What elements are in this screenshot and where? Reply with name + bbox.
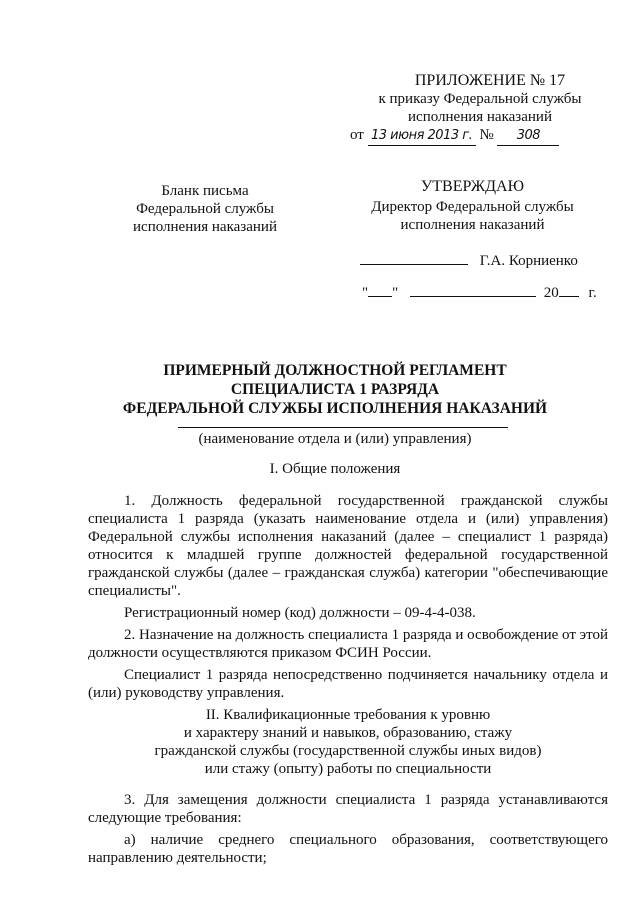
- order-date-handwritten: 13 июня 2013 г.: [368, 127, 476, 146]
- section-2-heading-line-1: II. Квалификационные требования к уровню: [205, 707, 491, 723]
- department-blank-line: [178, 427, 508, 428]
- quote-close: ": [392, 285, 399, 301]
- section-2-body: [88, 791, 608, 867]
- signatory-name: Г.А. Корниенко: [479, 253, 578, 269]
- approval-date-row: [362, 282, 597, 302]
- letterhead-line-1: Бланк письма: [161, 183, 249, 199]
- approval-line-1: Директор Федеральной службы: [371, 199, 574, 215]
- section-2-heading-line-2: и характеру знаний и навыков, образованию, стажу: [183, 725, 513, 741]
- signature-row: [360, 250, 578, 270]
- section-1-body: [88, 492, 608, 702]
- paragraph-registration: Регистрационный номер (код) должности – 09-4-4-038.: [124, 605, 476, 621]
- letterhead-line-2: Федеральной службы: [136, 201, 274, 217]
- order-number-label: №: [479, 127, 494, 143]
- appendix-block: [330, 72, 630, 126]
- year-blank: [559, 282, 579, 297]
- section-2-heading-line-4: или стажу (опыту) работы по специальности: [204, 761, 492, 777]
- letterhead-block: [110, 182, 300, 236]
- year-prefix: 20: [543, 285, 559, 301]
- order-from-label: от: [350, 127, 364, 143]
- day-blank: [368, 282, 392, 297]
- appendix-line-1: к приказу Федеральной службы: [378, 91, 582, 107]
- document-title: [60, 361, 610, 418]
- quote-open: ": [362, 285, 369, 301]
- month-blank: [410, 282, 536, 297]
- paragraph-3: 3. Для замещения должности специалиста 1 разряда устанавливаются следующие требования:: [88, 792, 608, 826]
- department-caption: (наименование отдела и (или) управления): [198, 431, 472, 447]
- order-reference: [350, 126, 559, 146]
- section-1-heading: I. Общие положения: [269, 461, 401, 477]
- paragraph-2: 2. Назначение на должность специалиста 1 разряда и освобождение от этой должности осуществляются приказом ФСИН России.: [88, 627, 608, 661]
- approval-heading: УТВЕРЖДАЮ: [420, 178, 525, 195]
- title-line-1: ПРИМЕРНЫЙ ДОЛЖНОСТНОЙ РЕГЛАМЕНТ: [163, 362, 507, 379]
- approval-line-2: исполнения наказаний: [400, 217, 545, 233]
- letterhead-line-3: исполнения наказаний: [133, 219, 277, 235]
- section-2-heading: [88, 706, 608, 778]
- title-line-2: СПЕЦИАЛИСТА 1 РАЗРЯДА: [230, 381, 440, 398]
- order-number-handwritten: 308: [497, 127, 559, 146]
- appendix-title: ПРИЛОЖЕНИЕ № 17: [414, 72, 566, 89]
- paragraph-3a: а) наличие среднего специального образования, соответствующего направлению деятельности;: [88, 832, 608, 866]
- year-suffix: г.: [588, 285, 597, 301]
- section-2-heading-line-3: гражданской службы (государственной службы иных видов): [154, 743, 542, 759]
- signature-blank: [360, 250, 468, 265]
- appendix-line-2: исполнения наказаний: [408, 109, 552, 125]
- title-line-3: ФЕДЕРАЛЬНОЙ СЛУЖБЫ ИСПОЛНЕНИЯ НАКАЗАНИЙ: [122, 400, 548, 417]
- paragraph-1: 1. Должность федеральной государственной гражданской службы специалиста 1 разряда (указать наименование отдела и (или) управления) Федеральной службы исполнения наказаний (далее – специалист 1 разряда) относится к младшей группе должностей федеральной государственной гражданской службы (далее – гражданская служба) категории "обеспечивающие специалисты".: [88, 493, 608, 599]
- approval-block: [355, 178, 590, 234]
- paragraph-subordination: Специалист 1 разряда непосредственно подчиняется начальнику отдела и (или) руководству управления.: [88, 667, 608, 701]
